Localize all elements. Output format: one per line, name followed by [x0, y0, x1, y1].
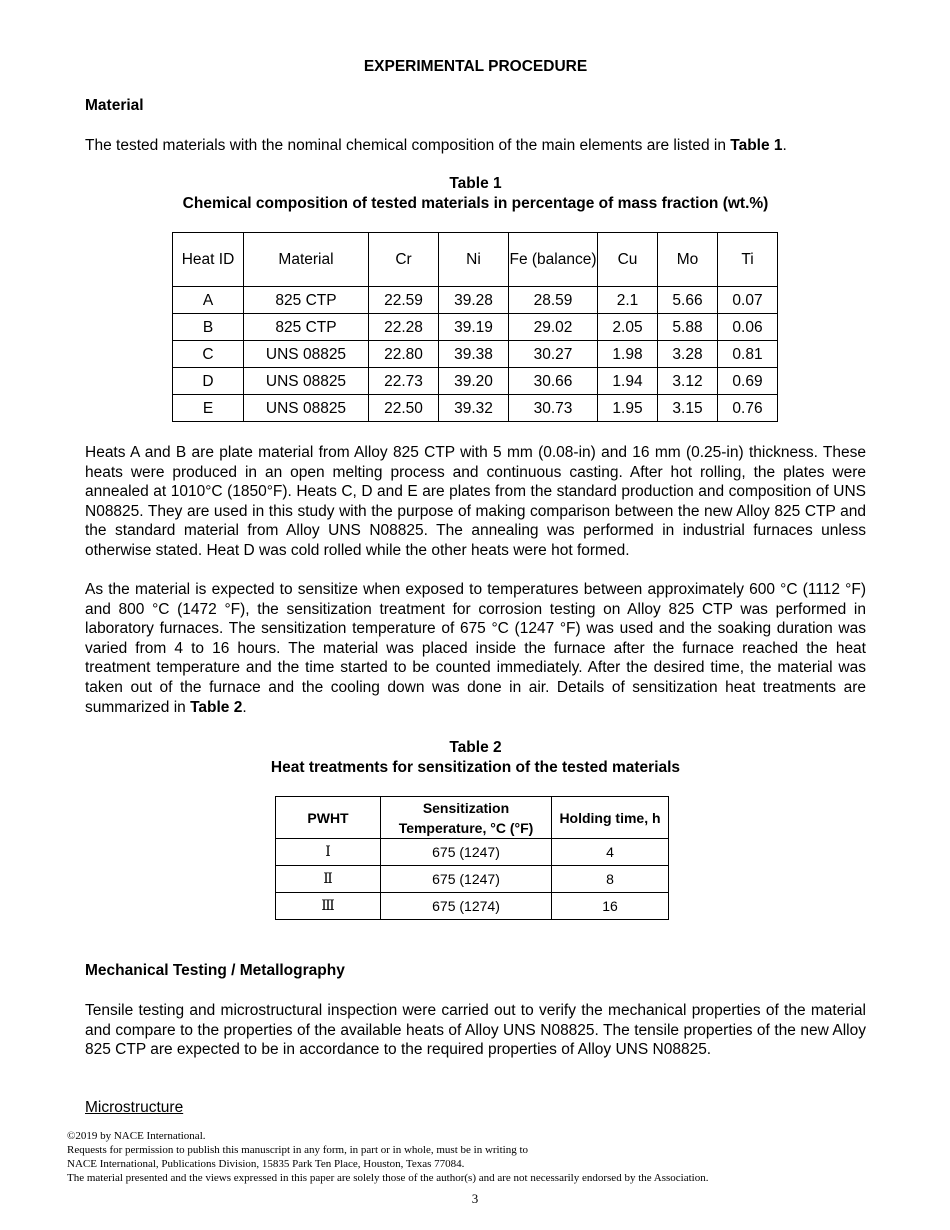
cell: 39.32 — [439, 395, 509, 422]
cell: 2.05 — [598, 314, 658, 341]
cell: 30.66 — [509, 368, 598, 395]
col-temperature: Sensitization Temperature, °C (°F) — [381, 797, 552, 839]
cell: 30.27 — [509, 341, 598, 368]
cell: 22.73 — [369, 368, 439, 395]
col-holding-time: Holding time, h — [552, 797, 669, 839]
cell: 39.38 — [439, 341, 509, 368]
table-row — [276, 893, 669, 920]
cell: 0.06 — [718, 314, 778, 341]
table-row — [173, 314, 778, 341]
table2-caption-label: Table 2 — [449, 739, 502, 756]
page-number: 3 — [471, 1191, 479, 1206]
mechanical-heading: Mechanical Testing / Metallography — [85, 962, 345, 979]
section-title: EXPERIMENTAL PROCEDURE — [363, 58, 588, 75]
cell: 3.28 — [658, 341, 718, 368]
col-material: Material — [244, 233, 369, 287]
cell: 3.12 — [658, 368, 718, 395]
cell: 22.28 — [369, 314, 439, 341]
cell: Ⅱ — [276, 866, 381, 893]
cell: 0.07 — [718, 287, 778, 314]
table2-caption-text: Heat treatments for sensitization of the tested materials — [270, 759, 681, 776]
cell: 2.1 — [598, 287, 658, 314]
table-row — [173, 368, 778, 395]
col-pwht: PWHT — [276, 797, 381, 839]
cell: Ⅰ — [276, 839, 381, 866]
cell: 5.66 — [658, 287, 718, 314]
footer-line: ©2019 by NACE International. — [67, 1130, 206, 1142]
cell: UNS 08825 — [244, 395, 369, 422]
intro-paragraph: The tested materials with the nominal chemical composition of the main elements are listed in Table 1. — [85, 137, 787, 154]
cell: Ⅲ — [276, 893, 381, 920]
microstructure-heading: Microstructure — [85, 1099, 184, 1116]
cell: 22.59 — [369, 287, 439, 314]
table1-caption — [85, 174, 866, 214]
cell: D — [173, 368, 244, 395]
cell: 4 — [552, 839, 669, 866]
heat-treatment-table — [275, 796, 669, 920]
table-row — [276, 839, 669, 866]
cell: 22.80 — [369, 341, 439, 368]
cell: 30.73 — [509, 395, 598, 422]
cell: 22.50 — [369, 395, 439, 422]
cell: 1.94 — [598, 368, 658, 395]
table-header-row — [173, 233, 778, 287]
cell: E — [173, 395, 244, 422]
table2-caption — [85, 738, 866, 778]
table1-caption-text: Chemical composition of tested materials in percentage of mass fraction (wt.%) — [182, 195, 769, 212]
cell: 675 (1247) — [381, 866, 552, 893]
sensitization-paragraph: As the material is expected to sensitize when exposed to temperatures between approximately 600 °C (1112 °F) and 800 °C (1472 °F), the sensitization treatment for corrosion testing on Alloy 825 CTP was performed in laboratory furnaces. The sensitization temperature of 675 °C (1247 °F) was used and the soaking duration was varied from 4 to 16 hours. The material was placed inside the furnace after the furnace reached the heat treatment temperature and the time started to be counted immediately. After the desired time, the material was taken out of the furnace and the cooling down was done in air. Details of sensitization heat treatments are summarized in Table 2. — [85, 581, 866, 716]
cell: 0.81 — [718, 341, 778, 368]
composition-table — [172, 232, 778, 422]
cell: 3.15 — [658, 395, 718, 422]
footer-line: Requests for permission to publish this manuscript in any form, in part or in whole, must be in writing to — [67, 1144, 529, 1156]
cell: 39.28 — [439, 287, 509, 314]
cell: C — [173, 341, 244, 368]
copyright-footer — [67, 1129, 708, 1185]
cell: 0.69 — [718, 368, 778, 395]
col-fe: Fe (balance) — [509, 233, 598, 287]
table-header-row — [276, 797, 669, 839]
cell: 0.76 — [718, 395, 778, 422]
cell: UNS 08825 — [244, 368, 369, 395]
cell: 28.59 — [509, 287, 598, 314]
cell: 1.95 — [598, 395, 658, 422]
table-row — [276, 866, 669, 893]
table-row — [173, 395, 778, 422]
cell: 39.19 — [439, 314, 509, 341]
col-cr: Cr — [369, 233, 439, 287]
table-row — [173, 287, 778, 314]
cell: A — [173, 287, 244, 314]
heats-paragraph: Heats A and B are plate material from Alloy 825 CTP with 5 mm (0.08-in) and 16 mm (0.25-in) thickness. These heats were produced in an open melting process and continuous casting. After hot rolling, the plates were annealed at 1010°C (1850°F). Heats C, D and E are plates from the standard production and composition of UNS N08825. They are used in this study with the purpose of making comparison between the new Alloy 825 CTP and the standard material from Alloy UNS N08825. The annealing was performed in industrial furnaces unless otherwise stated. Heat D was cold rolled while the other heats were hot formed. — [85, 444, 866, 559]
table1-caption-label: Table 1 — [449, 175, 502, 192]
cell: B — [173, 314, 244, 341]
cell: 29.02 — [509, 314, 598, 341]
cell: 825 CTP — [244, 287, 369, 314]
mechanical-paragraph: Tensile testing and microstructural inspection were carried out to verify the mechanical properties of the material and compare to the properties of the available heats of Alloy UNS N08825. The tensile properties of the new Alloy 825 CTP are expected to be in accordance to the required properties of Alloy UNS N08825. — [85, 1002, 866, 1059]
col-heat-id: Heat ID — [173, 233, 244, 287]
material-heading: Material — [85, 97, 144, 114]
col-ti: Ti — [718, 233, 778, 287]
cell: 1.98 — [598, 341, 658, 368]
cell: 8 — [552, 866, 669, 893]
col-cu: Cu — [598, 233, 658, 287]
cell: 39.20 — [439, 368, 509, 395]
footer-line: NACE International, Publications Division, 15835 Park Ten Place, Houston, Texas 77084. — [67, 1158, 465, 1170]
cell: 5.88 — [658, 314, 718, 341]
cell: 825 CTP — [244, 314, 369, 341]
cell: UNS 08825 — [244, 341, 369, 368]
footer-line: The material presented and the views expressed in this paper are solely those of the author(s) and are not necessarily endorsed by the Association. — [67, 1172, 709, 1184]
col-ni: Ni — [439, 233, 509, 287]
cell: 675 (1274) — [381, 893, 552, 920]
table-row — [173, 341, 778, 368]
cell: 675 (1247) — [381, 839, 552, 866]
cell: 16 — [552, 893, 669, 920]
col-mo: Mo — [658, 233, 718, 287]
